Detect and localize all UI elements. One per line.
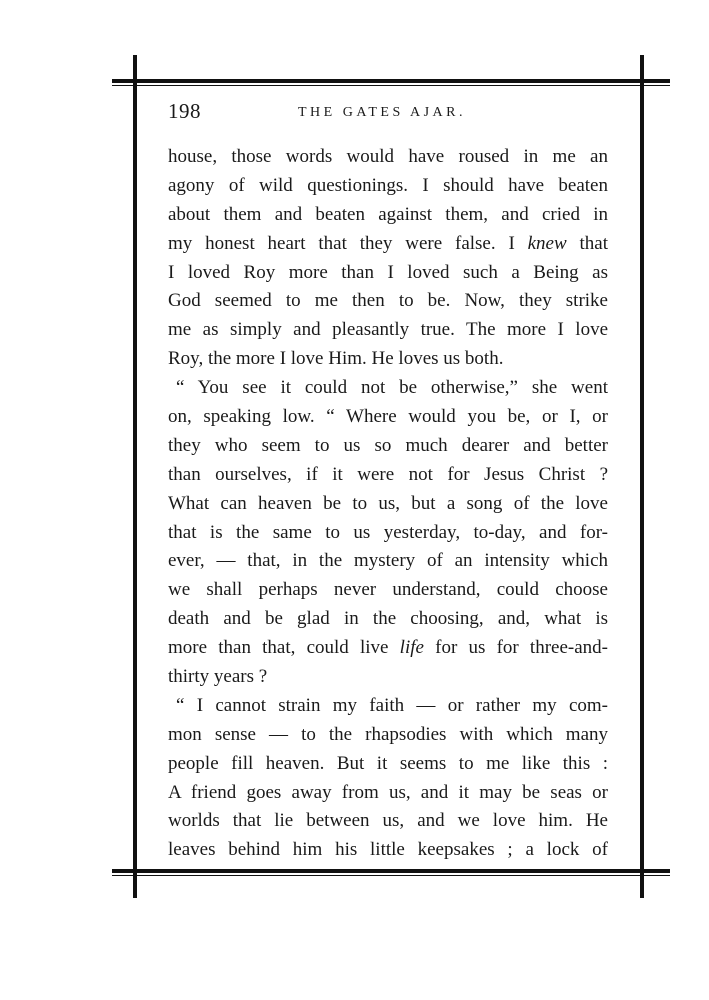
text-line: house, those words would have roused in me an (168, 146, 608, 167)
right-border-rule (640, 55, 644, 898)
text-line: mon sense — to the rhapsodies with which many (168, 723, 608, 745)
text-line: than ourselves, if it were not for Jesus Christ ? (168, 463, 608, 485)
text-line: thirty years ? (168, 666, 268, 688)
text-line: Roy, the more I love Him. He loves us both. (168, 348, 504, 370)
page-header (168, 99, 608, 129)
text-line (168, 634, 608, 663)
text-line: worlds that lie between us, and we love him. He (168, 810, 608, 832)
text-line: agony of wild questionings. I should have beaten (168, 174, 608, 196)
left-border-rule (133, 55, 137, 898)
text-line: they who seem to us so much dearer and better (168, 434, 608, 456)
italic-word: life (399, 637, 424, 659)
text-run: my honest heart that they were false. I (168, 232, 528, 254)
text-run: that (566, 232, 608, 254)
text-line: people fill heaven. But it seems to me like this : (168, 752, 608, 774)
text-line: leaves behind him his little keepsakes ; a lock of (168, 839, 608, 861)
text-line (168, 230, 608, 259)
page-number: 198 (168, 99, 201, 123)
text-line: that is the same to us yesterday, to-day, and for- (168, 521, 608, 543)
text-run: for us for three-and- (423, 637, 608, 659)
text-line: about them and beaten against them, and cried in (168, 203, 608, 225)
body-text (168, 143, 608, 865)
text-line: A friend goes away from us, and it may be seas or (168, 781, 608, 803)
top-border-rule (112, 79, 670, 83)
running-title: THE GATES AJAR. (298, 105, 467, 120)
text-line: I loved Roy more than I loved such a Being as (168, 261, 608, 283)
text-line: on, speaking low. “ Where would you be, or I, or (168, 406, 608, 428)
text-line: we shall perhaps never understand, could choose (168, 579, 608, 601)
text-line: What can heaven be to us, but a song of the love (168, 492, 608, 514)
bottom-border-rule (112, 869, 670, 873)
bottom-border-hairline (112, 875, 670, 876)
top-border-hairline (112, 85, 670, 86)
italic-word: knew (527, 232, 567, 254)
text-line: “ You see it could not be otherwise,” she went (176, 377, 608, 399)
text-line: me as simply and pleasantly true. The more I love (168, 319, 608, 341)
text-run: more than that, could live (168, 637, 400, 659)
text-line: God seemed to me then to be. Now, they strike (168, 290, 608, 312)
text-line: “ I cannot strain my faith — or rather my com- (176, 694, 608, 716)
text-line: death and be glad in the choosing, and, what is (168, 608, 608, 630)
text-line: ever, — that, in the mystery of an intensity which (168, 550, 608, 572)
